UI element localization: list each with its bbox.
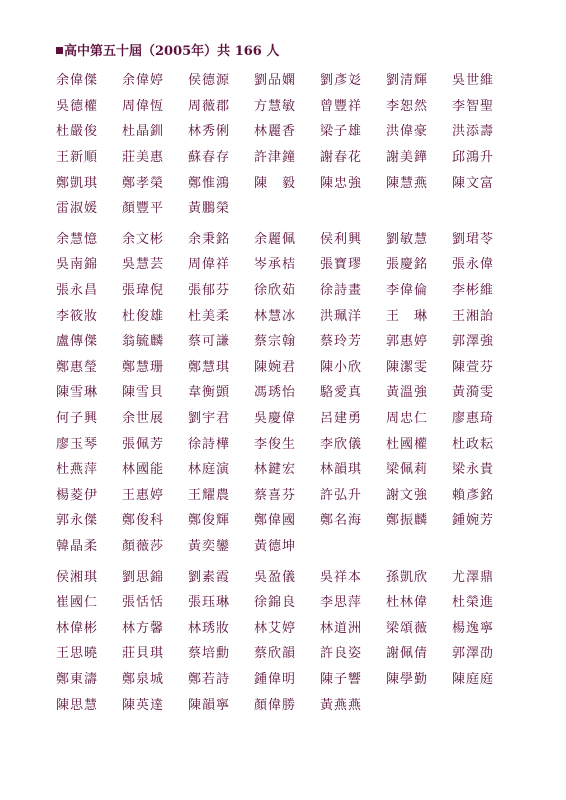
- student-name: 吳南錦: [56, 257, 99, 273]
- name-row: [56, 117, 516, 143]
- student-name: 賴彥銘: [452, 487, 495, 503]
- name-row: [56, 301, 516, 327]
- student-name: 劉彥彣: [320, 73, 363, 89]
- student-name: 韓晶柔: [56, 538, 99, 554]
- student-name: 王惠婷: [122, 487, 165, 503]
- student-name: 李智聖: [452, 98, 495, 114]
- student-name: 杜燕萍: [56, 462, 99, 478]
- name-row: [56, 92, 516, 118]
- student-name: 余慧憶: [56, 231, 99, 247]
- name-row: [56, 168, 516, 194]
- student-name: 蔡欣韻: [254, 646, 297, 662]
- student-name: 陳 毅: [254, 175, 297, 191]
- student-name: 許弘升: [320, 487, 363, 503]
- student-name: 謝文強: [386, 487, 429, 503]
- student-name: 陳小欣: [320, 359, 363, 375]
- student-name: 鄭俊輝: [188, 513, 231, 529]
- student-name: 周偉祥: [188, 257, 231, 273]
- student-name: 許良姿: [320, 646, 363, 662]
- student-name: 洪偉豪: [386, 124, 429, 140]
- student-name: 李筱妝: [56, 308, 99, 324]
- student-name: 杜嚴俊: [56, 124, 99, 140]
- student-name: 陳潔雯: [386, 359, 429, 375]
- student-name: 洪珮洋: [320, 308, 363, 324]
- student-name: 陳雪貝: [122, 385, 165, 401]
- name-row: [56, 455, 516, 481]
- name-row: [56, 404, 516, 430]
- student-name: 郭永傑: [56, 513, 99, 529]
- student-name: 鄭慧琪: [188, 359, 231, 375]
- name-row: [56, 143, 516, 169]
- student-name: 陳雪琳: [56, 385, 99, 401]
- student-name: 周薇郡: [188, 98, 231, 114]
- student-name: 林秀俐: [188, 124, 231, 140]
- name-row: [56, 225, 516, 251]
- student-name: 周忠仁: [386, 411, 429, 427]
- student-name: 林方馨: [122, 620, 165, 636]
- student-name: 徐欣茹: [254, 283, 297, 299]
- student-name: 何子興: [56, 411, 99, 427]
- title-text: 高中第五十屆（2005年）共 166 人: [64, 44, 280, 59]
- student-name: 林艾婷: [254, 620, 297, 636]
- student-name: 杜國權: [386, 436, 429, 452]
- student-name: 王 琳: [386, 308, 429, 324]
- student-name: 林麗香: [254, 124, 297, 140]
- name-row: [56, 327, 516, 353]
- name-row: [56, 588, 516, 614]
- student-name: 侯德源: [188, 73, 231, 89]
- student-name: 黃溫強: [386, 385, 429, 401]
- student-name: 劉素霞: [188, 569, 231, 585]
- student-name: 張珏琳: [188, 595, 231, 611]
- student-name: 顏豐平: [122, 201, 165, 217]
- student-name: 顏薇莎: [122, 538, 165, 554]
- student-name: 杜政耘: [452, 436, 495, 452]
- student-name: 余麗佩: [254, 231, 297, 247]
- student-name: 方慧敏: [254, 98, 297, 114]
- student-name: 杜林偉: [386, 595, 429, 611]
- student-name: 洪添壽: [452, 124, 495, 140]
- student-name: 余偉傑: [56, 73, 99, 89]
- student-name: 盧傳傑: [56, 334, 99, 350]
- student-name: 徐錦良: [254, 595, 297, 611]
- student-name: 林道洲: [320, 620, 363, 636]
- student-name: 劉敏慧: [386, 231, 429, 247]
- student-name: 李俊生: [254, 436, 297, 452]
- student-name: 林琇妝: [188, 620, 231, 636]
- student-name: 郭惠婷: [386, 334, 429, 350]
- student-name: 陳文富: [452, 175, 495, 191]
- student-name: 謝佩倩: [386, 646, 429, 662]
- student-name: 林韻琪: [320, 462, 363, 478]
- name-row: [56, 532, 516, 558]
- student-name: 陳慧燕: [386, 175, 429, 191]
- student-name: 陳學勤: [386, 671, 429, 687]
- student-name: 陳萱芬: [452, 359, 495, 375]
- student-name: 鄭惟鴻: [188, 175, 231, 191]
- student-name: 梁永貴: [452, 462, 495, 478]
- student-name: 鍾婉芳: [452, 513, 495, 529]
- student-name: 梁頌薇: [386, 620, 429, 636]
- student-name: 崔國仁: [56, 595, 99, 611]
- page-title: [56, 40, 279, 59]
- student-name: 吳盈儀: [254, 569, 297, 585]
- student-name: 鄭若詩: [188, 671, 231, 687]
- name-row: [56, 429, 516, 455]
- student-name: 李彬維: [452, 283, 495, 299]
- student-name: 劉珺苓: [452, 231, 495, 247]
- student-name: 侯利興: [320, 231, 363, 247]
- student-name: 張寶璆: [320, 257, 363, 273]
- name-row: [56, 481, 516, 507]
- student-name: 蔡玲芳: [320, 334, 363, 350]
- student-name: 鄭東濤: [56, 671, 99, 687]
- student-name: 陳子響: [320, 671, 363, 687]
- name-list: [56, 66, 516, 716]
- student-name: 張佩芳: [122, 436, 165, 452]
- student-name: 張瑋倪: [122, 283, 165, 299]
- student-name: 劉思錦: [122, 569, 165, 585]
- student-name: 顏偉勝: [254, 697, 297, 713]
- student-name: 吳慶偉: [254, 411, 297, 427]
- student-name: 張恬恬: [122, 595, 165, 611]
- student-name: 黃燕燕: [320, 697, 363, 713]
- student-name: 林鍵宏: [254, 462, 297, 478]
- student-name: 郭澤劭: [452, 646, 495, 662]
- student-name: 劉宇君: [188, 411, 231, 427]
- student-name: 張永偉: [452, 257, 495, 273]
- student-name: 劉品嫻: [254, 73, 297, 89]
- student-name: 林庭演: [188, 462, 231, 478]
- student-name: 楊逸寧: [452, 620, 495, 636]
- student-name: 余文彬: [122, 231, 165, 247]
- student-name: 林偉彬: [56, 620, 99, 636]
- student-name: 杜美柔: [188, 308, 231, 324]
- student-name: 陳婉君: [254, 359, 297, 375]
- student-name: 王湘詒: [452, 308, 495, 324]
- student-name: 鄭名海: [320, 513, 363, 529]
- student-name: 林國能: [122, 462, 165, 478]
- student-name: 雷淑媛: [56, 201, 99, 217]
- student-name: 鍾偉明: [254, 671, 297, 687]
- student-name: 陳忠強: [320, 175, 363, 191]
- name-row: [56, 250, 516, 276]
- student-name: 謝美鏵: [386, 150, 429, 166]
- student-name: 鄭孝榮: [122, 175, 165, 191]
- name-row: [56, 690, 516, 716]
- student-name: 黃漪雯: [452, 385, 495, 401]
- student-name: 孫凱欣: [386, 569, 429, 585]
- student-name: 莊美惠: [122, 150, 165, 166]
- student-name: 李欣儀: [320, 436, 363, 452]
- name-row: [56, 276, 516, 302]
- name-row: [56, 613, 516, 639]
- student-name: 王思曉: [56, 646, 99, 662]
- student-name: 林慧冰: [254, 308, 297, 324]
- student-name: 吳世維: [452, 73, 495, 89]
- student-name: 岑承桔: [254, 257, 297, 273]
- student-name: 尤澤鼎: [452, 569, 495, 585]
- student-name: 鄭凱琪: [56, 175, 99, 191]
- student-name: 蔡培勳: [188, 646, 231, 662]
- student-name: 黃鵬榮: [188, 201, 231, 217]
- name-row: [56, 378, 516, 404]
- student-name: 陳韻寧: [188, 697, 231, 713]
- student-name: 李恕然: [386, 98, 429, 114]
- name-row: [56, 66, 516, 92]
- student-name: 陳思慧: [56, 697, 99, 713]
- student-name: 謝春花: [320, 150, 363, 166]
- student-name: 郭澤強: [452, 334, 495, 350]
- student-name: 鄭振麟: [386, 513, 429, 529]
- student-name: 鄭偉國: [254, 513, 297, 529]
- bullet-square-icon: [56, 47, 63, 54]
- student-name: 黃奕鑾: [188, 538, 231, 554]
- student-name: 楊菱伊: [56, 487, 99, 503]
- student-name: 蔡喜芬: [254, 487, 297, 503]
- student-name: 許津鐘: [254, 150, 297, 166]
- student-name: 梁佩莉: [386, 462, 429, 478]
- student-name: 徐詩樺: [188, 436, 231, 452]
- student-name: 余秉銘: [188, 231, 231, 247]
- student-name: 余偉婷: [122, 73, 165, 89]
- student-name: 張永昌: [56, 283, 99, 299]
- student-name: 杜榮進: [452, 595, 495, 611]
- student-name: 余世展: [122, 411, 165, 427]
- student-name: 張郁芬: [188, 283, 231, 299]
- student-name: 鄭慧珊: [122, 359, 165, 375]
- student-name: 李偉倫: [386, 283, 429, 299]
- student-name: 呂建勇: [320, 411, 363, 427]
- student-name: 吳慧芸: [122, 257, 165, 273]
- student-name: 李思萍: [320, 595, 363, 611]
- student-name: 莊貝琪: [122, 646, 165, 662]
- student-name: 周偉恆: [122, 98, 165, 114]
- student-name: 廖玉琴: [56, 436, 99, 452]
- student-name: 吳祥本: [320, 569, 363, 585]
- name-row: [56, 194, 516, 220]
- name-row: [56, 639, 516, 665]
- student-name: 韋衡顗: [188, 385, 231, 401]
- student-name: 鄭泉城: [122, 671, 165, 687]
- name-row: [56, 562, 516, 588]
- student-name: 梁子雄: [320, 124, 363, 140]
- student-name: 王耀農: [188, 487, 231, 503]
- student-name: 陳庭庭: [452, 671, 495, 687]
- student-name: 徐詩畫: [320, 283, 363, 299]
- student-name: 蔡宗翰: [254, 334, 297, 350]
- student-name: 侯湘琪: [56, 569, 99, 585]
- student-name: 杜晶釧: [122, 124, 165, 140]
- student-name: 鄭俊科: [122, 513, 165, 529]
- student-name: 杜俊雄: [122, 308, 165, 324]
- student-name: 吳德權: [56, 98, 99, 114]
- student-name: 鄭惠瑩: [56, 359, 99, 375]
- student-name: 陳英達: [122, 697, 165, 713]
- student-name: 王新順: [56, 150, 99, 166]
- student-name: 馮琇怡: [254, 385, 297, 401]
- name-row: [56, 506, 516, 532]
- student-name: 邱鴻升: [452, 150, 495, 166]
- student-name: 劉清輝: [386, 73, 429, 89]
- student-name: 張慶銘: [386, 257, 429, 273]
- student-name: 廖惠琦: [452, 411, 495, 427]
- name-row: [56, 665, 516, 691]
- student-name: 翁毓麟: [122, 334, 165, 350]
- student-name: 駱愛真: [320, 385, 363, 401]
- student-name: 蔡可謙: [188, 334, 231, 350]
- student-name: 蘇春存: [188, 150, 231, 166]
- student-name: 黃德坤: [254, 538, 297, 554]
- name-row: [56, 353, 516, 379]
- student-name: 曾豐祥: [320, 98, 363, 114]
